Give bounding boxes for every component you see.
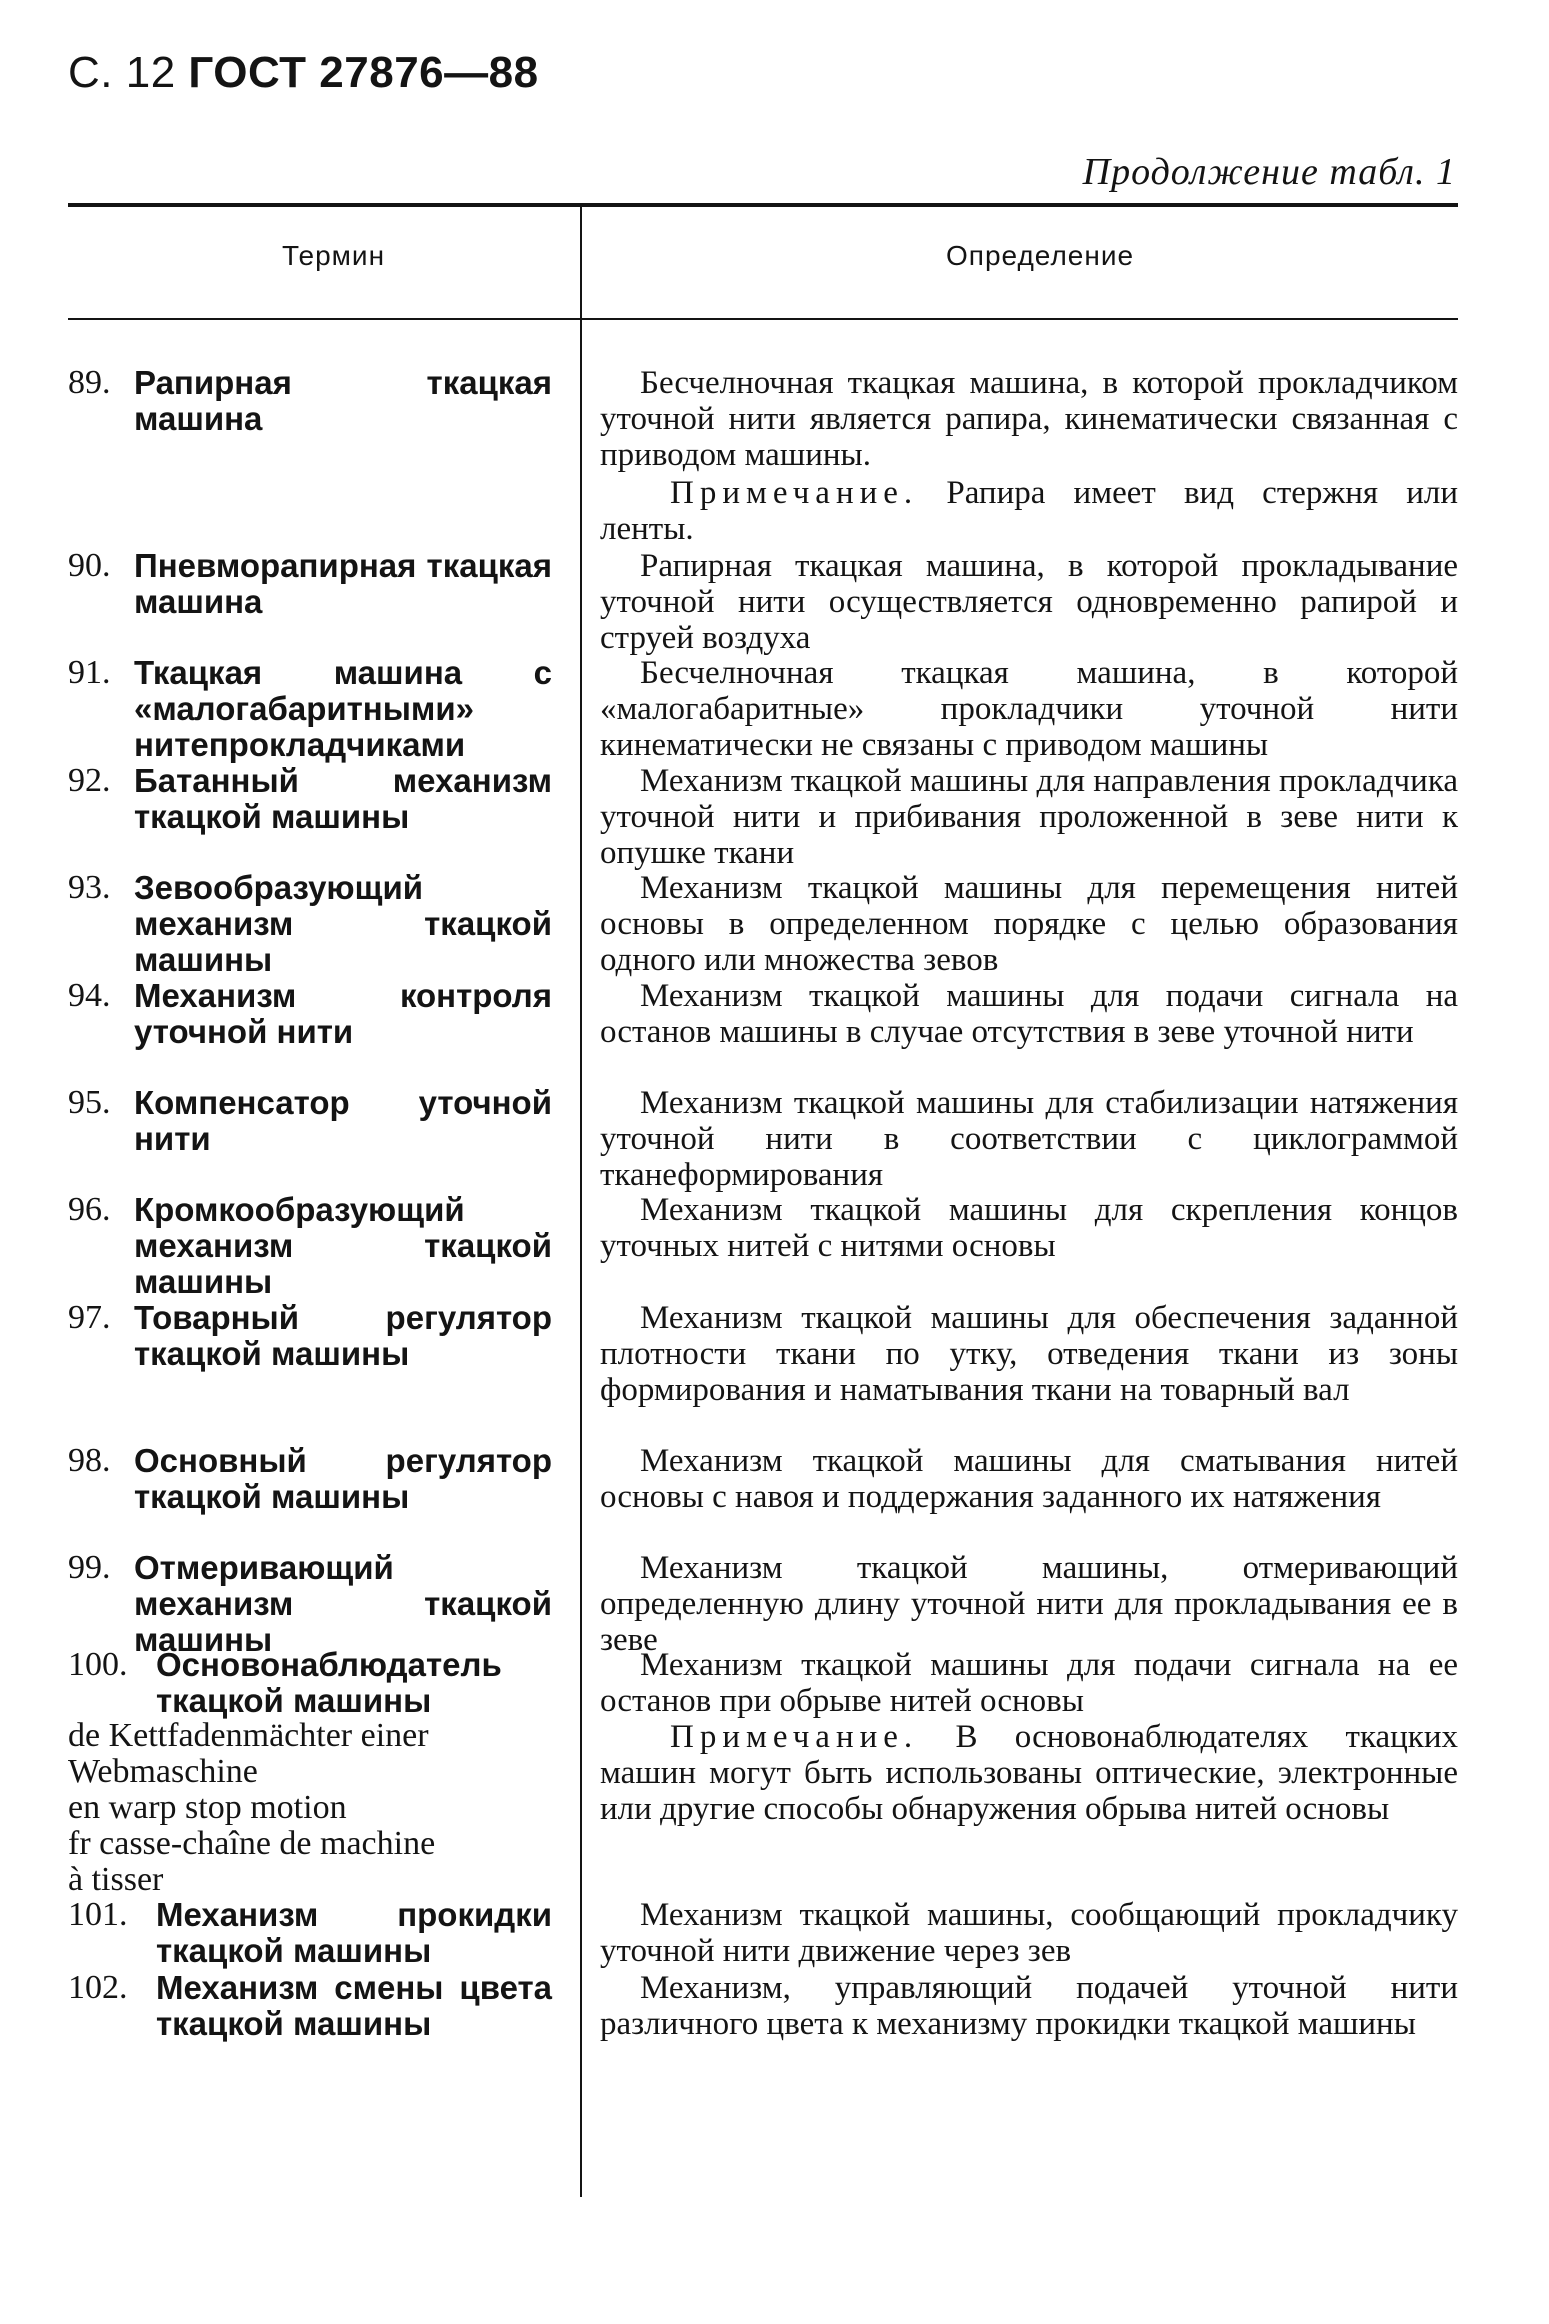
term-95 bbox=[68, 1085, 552, 1157]
column-header-definition: Определение bbox=[946, 240, 1135, 271]
standard-code: ГОСТ 27876—88 bbox=[188, 48, 539, 97]
term-number: 94. bbox=[68, 977, 111, 1014]
term-90 bbox=[68, 548, 552, 620]
term-name: Механизм контроля уточной нити bbox=[134, 977, 552, 1050]
term-101 bbox=[68, 1897, 552, 1969]
term-number: 100. bbox=[68, 1646, 128, 1683]
term-number: 98. bbox=[68, 1442, 111, 1479]
table-top-rule bbox=[68, 203, 1458, 207]
definition-89: Бесчелночная ткацкая машина, в которой прокладчиком уточной нити является рапира, кинематически связанная с приводом машины. bbox=[600, 365, 1458, 473]
definition-93: Механизм ткацкой машины для перемещения нитей основы в определенном порядке с целью образования одного или множества зевов bbox=[600, 870, 1458, 978]
term-name: Основный регулятор ткацкой машины bbox=[134, 1442, 552, 1515]
term-96 bbox=[68, 1192, 552, 1300]
term-97 bbox=[68, 1300, 552, 1372]
definition-97: Механизм ткацкой машины для обеспечения заданной плотности ткани по утку, отведения ткани из зоны формирования и наматывания ткани на товарный вал bbox=[600, 1300, 1458, 1408]
term-94 bbox=[68, 978, 552, 1050]
foreign-term-fr-2: à tisser bbox=[68, 1861, 164, 1898]
foreign-term-fr-1: fr casse-chaîne de machine bbox=[68, 1825, 436, 1862]
term-99 bbox=[68, 1550, 552, 1658]
page-label: С. 12 bbox=[68, 48, 176, 97]
term-name: Зевообразующий механизм ткацкой машины bbox=[134, 869, 552, 978]
term-number: 95. bbox=[68, 1084, 111, 1121]
definition-99: Механизм ткацкой машины, отмеривающий определенную длину уточной нити для прокладывания ее в зеве bbox=[600, 1550, 1458, 1658]
term-93 bbox=[68, 870, 552, 978]
term-number: 92. bbox=[68, 762, 111, 799]
definition-100: Механизм ткацкой машины для подачи сигнала на ее останов при обрыве нитей основы bbox=[600, 1647, 1458, 1719]
term-name: Отмеривающий механизм ткацкой машины bbox=[134, 1549, 552, 1658]
table-continuation-label: Продолжение табл. 1 bbox=[1082, 151, 1456, 193]
term-name: Компенсатор уточной нити bbox=[134, 1084, 552, 1157]
page-header bbox=[68, 48, 539, 98]
column-header-term: Термин bbox=[282, 240, 386, 271]
term-102 bbox=[68, 1970, 552, 2042]
definition-96: Механизм ткацкой машины для скрепления концов уточных нитей с нитями основы bbox=[600, 1192, 1458, 1264]
table-header-rule bbox=[68, 318, 1458, 320]
term-name: Пневморапирная ткацкая машина bbox=[134, 547, 552, 620]
term-number: 90. bbox=[68, 547, 111, 584]
definition-95 bbox=[600, 1085, 1458, 1193]
note-text: В основонаблюдателях ткацких машин могут быть использованы оптические, электронные или другие способы обнаружения обрыва нитей основы bbox=[600, 1719, 1458, 1827]
term-name: Батанный механизм ткацкой машины bbox=[134, 762, 552, 835]
term-number: 97. bbox=[68, 1299, 111, 1336]
term-number: 91. bbox=[68, 654, 111, 691]
note-text: Рапира имеет вид стержня или ленты. bbox=[600, 475, 1458, 547]
term-number: 102. bbox=[68, 1969, 128, 2006]
term-name: Основонаблюдатель ткацкой машины bbox=[156, 1646, 502, 1719]
term-89 bbox=[68, 365, 552, 437]
definition-102: Механизм, управляющий подачей уточной нити различного цвета к механизму прокидки ткацкой машины bbox=[600, 1970, 1458, 2042]
term-name: Товарный регулятор ткацкой машины bbox=[134, 1299, 552, 1372]
term-100 bbox=[68, 1647, 552, 1719]
foreign-term-de-1: de Kettfadenmächter einer bbox=[68, 1717, 429, 1754]
foreign-term-de-2: Webmaschine bbox=[68, 1753, 258, 1790]
definition-94: Механизм ткацкой машины для подачи сигнала на останов машины в случае отсутствия в зеве уточной нити bbox=[600, 978, 1458, 1050]
term-name: Рапирная ткацкая машина bbox=[134, 364, 552, 437]
term-number: 93. bbox=[68, 869, 111, 906]
term-number: 101. bbox=[68, 1896, 128, 1933]
note-label: Примечание. bbox=[670, 475, 919, 511]
definition-91: Бесчелночная ткацкая машина, в которой «малогабаритные» прокладчики уточной нити кинематически не связаны с приводом машины bbox=[600, 655, 1458, 763]
table-column-divider bbox=[580, 207, 582, 2197]
foreign-equivalents bbox=[68, 1718, 568, 1898]
term-number: 99. bbox=[68, 1549, 111, 1586]
note-label: Примечание. bbox=[670, 1719, 919, 1755]
term-name: Механизм смены цвета ткацкой машины bbox=[156, 1969, 552, 2042]
term-name: Механизм прокидки ткацкой машины bbox=[156, 1896, 552, 1969]
term-number: 89. bbox=[68, 364, 111, 401]
term-number: 96. bbox=[68, 1191, 111, 1228]
note-100 bbox=[600, 1719, 1458, 1827]
definition-101: Механизм ткацкой машины, сообщающий прокладчику уточной нити движение через зев bbox=[600, 1897, 1458, 1969]
term-name: Кромкообразующий механизм ткацкой машины bbox=[134, 1191, 552, 1300]
definition-92: Механизм ткацкой машины для направления прокладчика уточной нити и прибивания проложенной в зеве нити к опушке ткани bbox=[600, 763, 1458, 871]
definition-98: Механизм ткацкой машины для сматывания нитей основы с навоя и поддержания заданного их натяжения bbox=[600, 1443, 1458, 1515]
definition-text: Механизм ткацкой машины для стабилизации натяжения уточной нити в соответствии с циклограммой тканеформирования bbox=[600, 1085, 1458, 1193]
term-92 bbox=[68, 763, 552, 835]
term-98 bbox=[68, 1443, 552, 1515]
term-91 bbox=[68, 655, 552, 763]
foreign-term-en: en warp stop motion bbox=[68, 1789, 347, 1826]
note-89 bbox=[600, 475, 1458, 547]
term-name: Ткацкая машина с «малогабаритными» нитепрокладчиками bbox=[134, 654, 552, 763]
definition-90: Рапирная ткацкая машина, в которой прокладывание уточной нити осуществляется одновременно рапирой и струей воздуха bbox=[600, 548, 1458, 656]
